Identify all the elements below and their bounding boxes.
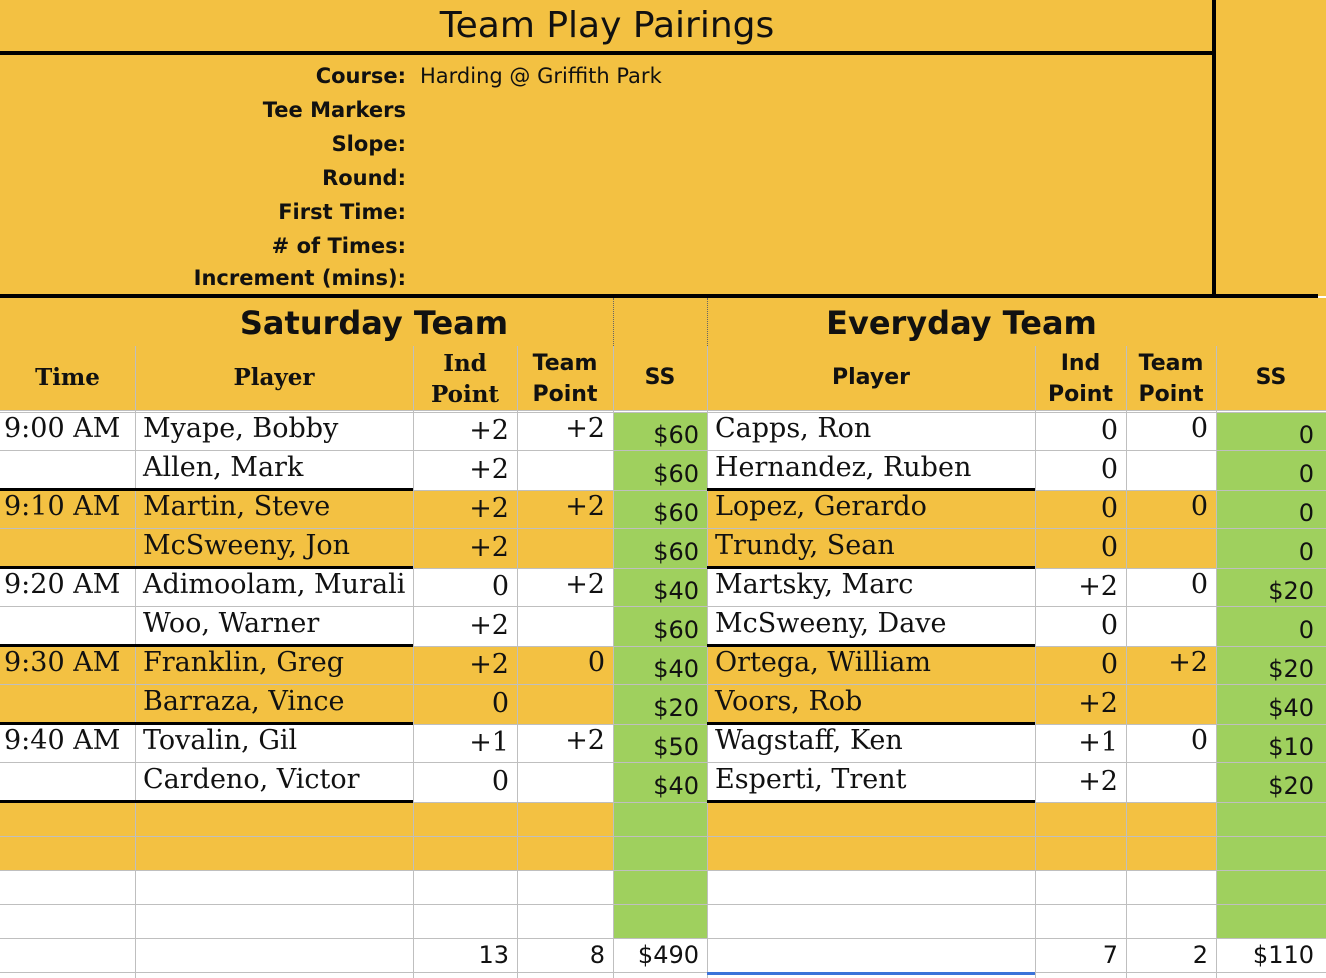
team-title-divider (707, 298, 708, 346)
team-point-cell-everyday[interactable]: 0 (1190, 491, 1208, 522)
player-cell-everyday[interactable]: Lopez, Gerardo (715, 491, 927, 522)
ind-point-cell-everyday[interactable]: +1 (1078, 727, 1118, 758)
player-cell[interactable]: Franklin, Greg (143, 647, 345, 678)
header-team-point-line2: Point (532, 382, 598, 407)
ss-value-cell-everyday[interactable]: $20 (1268, 655, 1314, 683)
row-bg-right (707, 836, 1216, 870)
ss-value-cell-everyday[interactable]: 0 (1298, 616, 1314, 644)
player-cell[interactable]: Tovalin, Gil (143, 725, 298, 756)
ind-point-cell[interactable]: +2 (469, 532, 509, 563)
team-point-cell[interactable] (517, 528, 605, 568)
page-title: Team Play Pairings (439, 5, 775, 46)
info-side-block (1216, 0, 1326, 296)
team-point-cell[interactable]: +2 (565, 491, 605, 522)
header-time: Time (35, 364, 100, 391)
team-point-cell[interactable] (517, 606, 605, 646)
ind-point-cell[interactable]: 0 (491, 766, 509, 797)
team-point-cell-everyday[interactable]: 0 (1190, 569, 1208, 600)
player-cell-everyday[interactable]: Ortega, William (715, 647, 931, 678)
ind-point-cell-everyday[interactable]: 0 (1100, 649, 1118, 680)
ss-value-cell-everyday[interactable]: 0 (1298, 460, 1314, 488)
player-cell[interactable]: McSweeny, Jon (143, 530, 351, 561)
info-label-increment-label: Increment (mins): (193, 266, 406, 290)
player-cell-everyday[interactable]: Wagstaff, Ken (715, 725, 903, 756)
everyday-team-title: Everyday Team (826, 304, 1097, 342)
ind-point-cell[interactable]: +1 (469, 727, 509, 758)
ind-point-cell[interactable]: +2 (469, 415, 509, 446)
ss-value-cell-everyday[interactable]: $40 (1268, 694, 1314, 722)
selected-cell[interactable] (707, 972, 1035, 978)
ind-point-cell-everyday[interactable]: +2 (1078, 688, 1118, 719)
header-ss: SS (644, 365, 676, 390)
ss-value-cell-everyday[interactable]: $20 (1268, 772, 1314, 800)
ss-value-cell[interactable]: $50 (653, 733, 699, 761)
row-bg-left (0, 836, 613, 870)
player-cell[interactable]: Adimoolam, Murali (143, 569, 406, 600)
info-right-border (1212, 0, 1216, 346)
ss-cell (613, 836, 707, 870)
saturday-team-title: Saturday Team (239, 304, 509, 342)
team-title-divider (613, 298, 614, 346)
ss-cell (613, 904, 707, 938)
ss-cell-everyday (1216, 870, 1326, 904)
ss-value-cell-everyday[interactable]: 0 (1298, 499, 1314, 527)
ss-value-cell[interactable]: $20 (653, 694, 699, 722)
info-label-slope-label: Slope: (331, 132, 406, 156)
ss-value-cell[interactable]: $60 (653, 538, 699, 566)
row-bg-right (707, 870, 1216, 904)
player-cell-everyday[interactable]: Voors, Rob (715, 686, 863, 717)
player-cell[interactable]: Cardeno, Victor (143, 764, 360, 795)
grid-col-line (707, 346, 708, 978)
time-cell[interactable]: 9:10 AM (4, 491, 121, 522)
ss-cell (613, 802, 707, 836)
info-label-first-time-label: First Time: (278, 200, 406, 224)
time-cell[interactable]: 9:20 AM (4, 569, 121, 600)
ss-cell-everyday (1216, 802, 1326, 836)
ss-value-cell-everyday[interactable]: 0 (1298, 421, 1314, 449)
ss-value-cell[interactable]: $60 (653, 499, 699, 527)
team-point-cell[interactable]: +2 (565, 725, 605, 756)
team-point-cell[interactable]: +2 (565, 413, 605, 444)
ss-value-cell[interactable]: $40 (653, 655, 699, 683)
team-point-cell[interactable]: 0 (587, 647, 605, 678)
grid-row-line (0, 870, 1326, 871)
team-point-cell[interactable]: +2 (565, 569, 605, 600)
player-cell-everyday[interactable]: Trundy, Sean (715, 530, 895, 561)
grid-row-line (0, 836, 1326, 837)
ss-value-cell[interactable]: $60 (653, 421, 699, 449)
total-ss[interactable]: $490 (637, 941, 699, 969)
ss-value-cell[interactable]: $40 (653, 772, 699, 800)
total-ss-everyday[interactable]: $110 (1252, 941, 1314, 969)
ind-point-cell-everyday[interactable]: 0 (1100, 493, 1118, 524)
total-team-point-everyday[interactable]: 2 (1192, 941, 1208, 969)
title-underline (0, 51, 1214, 55)
header-ind-everyday-line2: Point (1048, 382, 1113, 407)
info-label-tee-markers-label: Tee Markers (262, 98, 406, 122)
player-cell[interactable]: Woo, Warner (143, 608, 320, 639)
total-ind-point[interactable]: 13 (478, 941, 509, 969)
ss-cell (613, 870, 707, 904)
header-ind-everyday-line1: Ind (1060, 351, 1101, 376)
team-point-cell-everyday[interactable] (1126, 762, 1208, 802)
time-cell[interactable]: 9:00 AM (4, 413, 121, 444)
header-team-everyday-line2: Point (1138, 382, 1204, 407)
team-point-cell[interactable] (517, 450, 605, 490)
player-cell[interactable]: Allen, Mark (143, 452, 304, 483)
player-cell-everyday[interactable]: Esperti, Trent (715, 764, 907, 795)
info-label-round-label: Round: (322, 166, 406, 190)
ss-value-cell[interactable]: $60 (653, 616, 699, 644)
ind-point-cell-everyday[interactable]: +2 (1078, 571, 1118, 602)
row-bg-left (0, 904, 613, 938)
ind-point-cell-everyday[interactable]: +2 (1078, 766, 1118, 797)
team-point-cell-everyday[interactable]: 0 (1190, 413, 1208, 444)
header-ind-point: Point (430, 381, 500, 408)
player-cell-everyday[interactable]: Hernandez, Ruben (715, 452, 972, 483)
row-bg-right (707, 802, 1216, 836)
ss-value-cell-everyday[interactable]: $20 (1268, 577, 1314, 605)
team-point-cell[interactable] (517, 762, 605, 802)
ind-point-cell[interactable]: +2 (469, 610, 509, 641)
row-bg-right (707, 904, 1216, 938)
player-cell-everyday[interactable]: Capps, Ron (715, 413, 872, 444)
ind-point-cell[interactable]: +2 (469, 454, 509, 485)
grid-row-line (0, 972, 1326, 973)
ind-point-cell-everyday[interactable]: 0 (1100, 415, 1118, 446)
grid-col-line (135, 346, 136, 978)
header-team-point-line1: Team (532, 351, 598, 376)
team-point-cell-everyday[interactable] (1126, 684, 1208, 724)
team-point-cell-everyday[interactable]: 0 (1190, 725, 1208, 756)
header-ind: Ind (443, 350, 487, 377)
grid-row-line (0, 904, 1326, 905)
player-cell[interactable]: Martin, Steve (143, 491, 331, 522)
player-cell-everyday[interactable]: Martsky, Marc (715, 569, 914, 600)
team-point-cell-everyday[interactable] (1126, 528, 1208, 568)
ind-point-cell-everyday[interactable]: 0 (1100, 532, 1118, 563)
ind-point-cell[interactable]: +2 (469, 649, 509, 680)
time-cell[interactable]: 9:40 AM (4, 725, 121, 756)
header-player: Player (233, 364, 315, 391)
time-cell[interactable]: 9:30 AM (4, 647, 121, 678)
ind-point-cell-everyday[interactable]: 0 (1100, 454, 1118, 485)
player-cell-everyday[interactable]: McSweeny, Dave (715, 608, 947, 639)
ss-value-cell[interactable]: $60 (653, 460, 699, 488)
total-team-point[interactable]: 8 (589, 941, 605, 969)
team-point-cell[interactable] (517, 684, 605, 724)
ss-value-cell-everyday[interactable]: 0 (1298, 538, 1314, 566)
ss-cell-everyday (1216, 836, 1326, 870)
ind-point-cell[interactable]: 0 (491, 571, 509, 602)
row-bg-left (0, 870, 613, 904)
ind-point-cell-everyday[interactable]: 0 (1100, 610, 1118, 641)
ss-value-cell[interactable]: $40 (653, 577, 699, 605)
team-point-cell-everyday[interactable]: +2 (1168, 647, 1208, 678)
header-bottom-line (0, 410, 1326, 411)
header-team-everyday-line1: Team (1138, 351, 1204, 376)
header-ss-everyday: SS (1255, 365, 1287, 390)
ind-point-cell[interactable]: 0 (491, 688, 509, 719)
ss-value-cell-everyday[interactable]: $10 (1268, 733, 1314, 761)
team-point-cell-everyday[interactable] (1126, 450, 1208, 490)
header-player-everyday: Player (832, 365, 910, 390)
info-label-course-label: Course: (315, 64, 406, 88)
total-ind-point-everyday[interactable]: 7 (1102, 941, 1118, 969)
team-point-cell-everyday[interactable] (1126, 606, 1208, 646)
player-cell[interactable]: Myape, Bobby (143, 413, 339, 444)
info-label-num-times-label: # of Times: (271, 234, 406, 258)
player-cell[interactable]: Barraza, Vince (143, 686, 345, 717)
ind-point-cell[interactable]: +2 (469, 493, 509, 524)
row-bg-left (0, 802, 613, 836)
course-value[interactable]: Harding @ Griffith Park (420, 64, 662, 88)
ss-cell-everyday (1216, 904, 1326, 938)
